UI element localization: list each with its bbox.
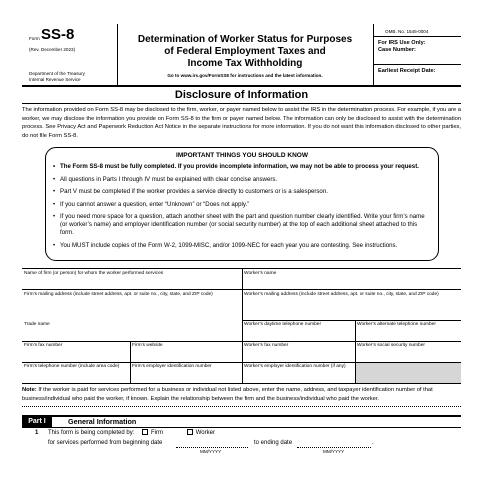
- form-number: SS-8: [41, 26, 75, 43]
- note-dotted-rule: [22, 406, 461, 407]
- shaded-cell: [355, 363, 461, 383]
- worker-fax-field[interactable]: Worker’s fax number: [244, 343, 289, 348]
- earliest-receipt-label: Earliest Receipt Date:: [378, 68, 436, 74]
- important-item: • If you need more space for a question, attach another sheet with the part and question number clearly identified. Write your firm’s name (or worker’s name) and employer identification number (or social security number) at the top of each additional sheet attached to this form.: [53, 213, 431, 237]
- part1-bottom-rule: [22, 427, 461, 428]
- disclosure-heading: Disclosure of Information: [174, 89, 309, 101]
- part1-title: General Information: [68, 417, 137, 426]
- ending-date-text: to ending date: [254, 440, 293, 446]
- header-divider-right: [373, 24, 374, 86]
- beginning-date-format: MM/YYYY: [200, 449, 222, 454]
- important-item: • If you cannot answer a question, enter “Unknown” or “Does not apply.”: [53, 201, 431, 209]
- form-title-line1: Determination of Worker Status for Purposes: [137, 34, 353, 45]
- omb-number: OMB. No. 1545-0004: [385, 29, 429, 34]
- firm-fax-field[interactable]: Firm’s fax number: [24, 343, 63, 348]
- question-1-text: This form is being completed by:: [48, 430, 135, 436]
- firm-website-field[interactable]: Firm’s website: [132, 343, 163, 348]
- fields-center-divider: [242, 268, 243, 383]
- fields-bottom-rule: [22, 383, 461, 384]
- important-list: [53, 163, 431, 254]
- form-header: [0, 0, 480, 82]
- worker-alt-phone-field[interactable]: Worker’s alternate telephone number: [357, 322, 436, 327]
- note-text: If the worker is paid for services performed for a business or individual not listed above, enter the name, address, and taxpayer identification number of that business/individual who paid the worker, if known. Explain the relationship between the firm and the business/individual who paid the worker.: [22, 387, 433, 402]
- worker-ssn-field[interactable]: Worker’s social security number: [357, 343, 425, 348]
- fields-divider-right: [355, 320, 356, 383]
- service-name: Internal Revenue Service: [29, 77, 81, 82]
- case-number-label: Case Number:: [378, 47, 416, 53]
- form-instructions-link[interactable]: Go to www.irs.gov/FormSS8 for instructions and the latest information.: [167, 73, 323, 78]
- period-mark: .: [372, 440, 374, 446]
- important-item: • All questions in Parts I through IV must be explained with clear concise answers.: [53, 176, 431, 184]
- important-box: [45, 147, 439, 261]
- department-name: Department of the Treasury: [29, 71, 85, 76]
- firm-address-field[interactable]: Firm’s mailing address (include street address, apt. or suite no., city, state, and ZIP code): [24, 292, 213, 297]
- form-title-line2: of Federal Employment Taxes and: [164, 46, 326, 57]
- form-prefix: Form: [29, 36, 40, 41]
- beginning-date-input[interactable]: [176, 447, 248, 448]
- disclosure-text: The information provided on Form SS-8 may be disclosed to the firm, worker, or payer named below to assist the IRS in the determination process. For example, if you are a worker, we may disclose the information you provide on Form SS-8 to the firm or payer named below. The information can only be disclosed to assist with the determination process. See Privacy Act and Paperwork Reduction Act Notice in the separate instructions for more information. If you do not want this information disclosed to other parties, do not file Form SS-8.: [22, 107, 461, 139]
- worker-checkbox[interactable]: [187, 429, 193, 435]
- form-title-line3: Income Tax Withholding: [187, 58, 303, 69]
- header-bottom-rule: [22, 85, 461, 87]
- worker-ein-field[interactable]: Worker’s employer identification number (if any): [244, 364, 346, 369]
- question-1-number: 1: [35, 430, 39, 436]
- part1-label: Part I: [22, 417, 52, 427]
- question-1-row: [48, 429, 215, 438]
- worker-name-field[interactable]: Worker’s name: [244, 271, 277, 276]
- fields-rule-2: [242, 320, 461, 321]
- firm-name-field[interactable]: Name of firm (or person) for whom the worker performed services: [24, 271, 164, 276]
- irs-use-label: For IRS Use Only:: [378, 40, 426, 46]
- fields-divider-website: [130, 341, 131, 383]
- firm-checkbox[interactable]: [142, 429, 148, 435]
- worker-address-field[interactable]: Worker’s mailing address (include street address, apt. or suite no., city, state, and ZIP code): [244, 292, 439, 297]
- note-label: Note:: [22, 387, 37, 393]
- services-text: for services performed from beginning date: [48, 440, 163, 446]
- important-item: • The Form SS-8 must be fully completed. If you provide incomplete information, we may not be able to process your request.: [53, 163, 431, 171]
- trade-name-field[interactable]: Trade name: [24, 322, 50, 327]
- worker-day-phone-field[interactable]: Worker’s daytime telephone number: [244, 322, 322, 327]
- case-number-rule: [373, 64, 461, 65]
- important-item: • Part V must be completed if the worker provides a service directly to customers or is a salesperson.: [53, 188, 431, 196]
- worker-option-label: Worker: [195, 430, 215, 436]
- ending-date-input[interactable]: [297, 447, 371, 448]
- ending-date-format: MM/YYYY: [323, 449, 345, 454]
- note-paragraph: [22, 386, 461, 403]
- important-item: • You MUST include copies of the Form W-2, 1099-MISC, and/or 1099-NEC for each year you are contesting. See instructions.: [53, 242, 431, 250]
- omb-rule: [373, 36, 461, 37]
- form-revision: (Rev. December 2023): [29, 47, 76, 52]
- disclosure-heading-rule: [22, 103, 461, 104]
- services-period-row: [48, 439, 162, 448]
- firm-option-label: Firm: [151, 430, 164, 436]
- firm-phone-field[interactable]: Firm’s telephone number (include area code): [24, 364, 120, 369]
- important-heading: IMPORTANT THINGS YOU SHOULD KNOW: [176, 152, 308, 159]
- firm-ein-field[interactable]: Firm’s employer identification number: [132, 364, 212, 369]
